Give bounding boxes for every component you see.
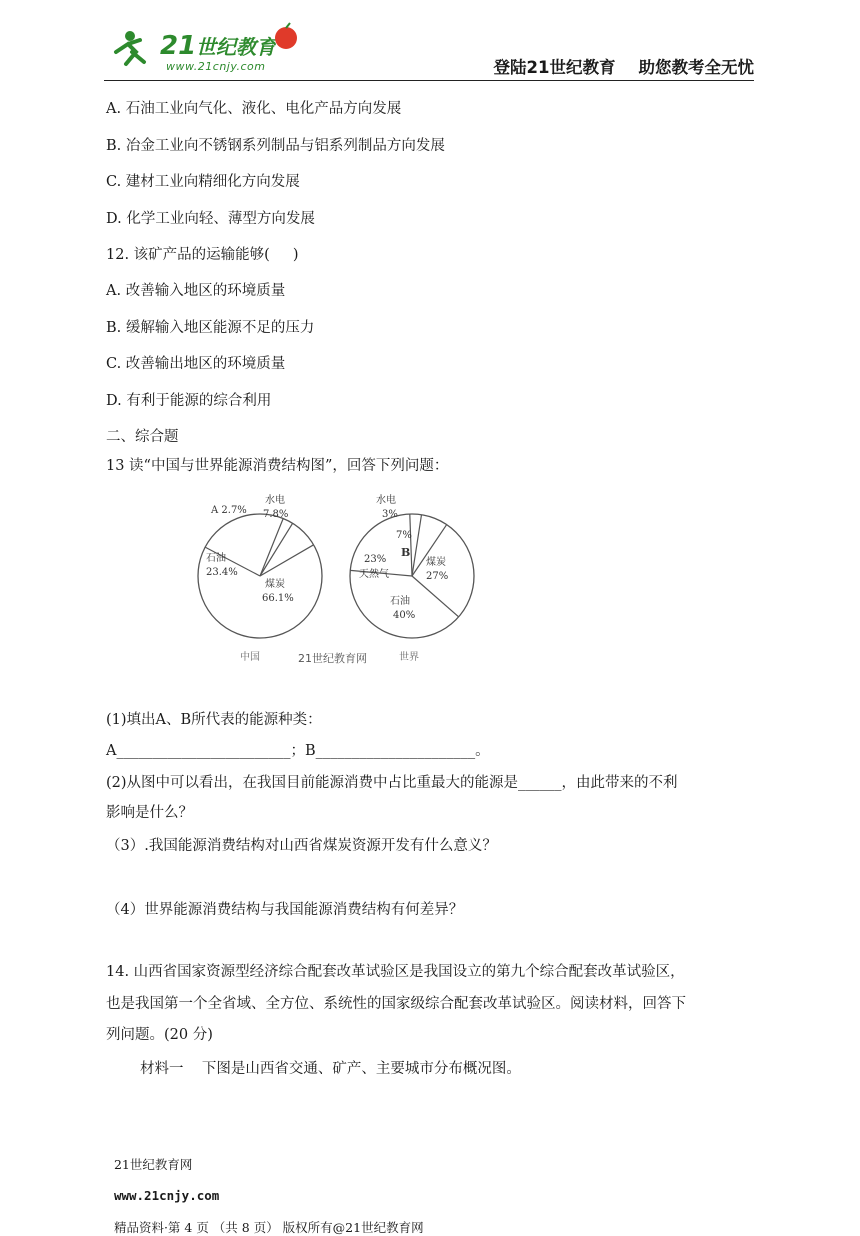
q11-option-a: A. 石油工业向气化、液化、电化产品方向发展 — [106, 101, 402, 117]
svg-text:世纪教育: 世纪教育 — [196, 35, 276, 59]
svg-text:21: 21 — [160, 31, 197, 61]
china-caption: 中国 — [240, 652, 260, 663]
page-footer — [106, 1140, 424, 1236]
q12-option-c: C. 改善输出地区的环境质量 — [106, 356, 286, 372]
q11-option-c: C. 建材工业向精细化方向发展 — [106, 174, 300, 190]
page-header — [104, 22, 754, 81]
q14-line3: 列问题。(20 分) — [106, 1027, 213, 1043]
world-label-oil: 石油 — [390, 596, 410, 607]
section-title: 二、综合题 — [106, 429, 179, 445]
china-label-hydro-pct: 7.8% — [263, 509, 289, 520]
world-label-b: B — [401, 546, 411, 559]
world-label-gas: 天然气 — [359, 569, 389, 580]
q14-material: 材料一 下图是山西省交通、矿产、主要城市分布概况图。 — [140, 1061, 521, 1077]
apple-icon — [275, 27, 297, 49]
figure-watermark: 21世纪教育网 — [298, 652, 367, 665]
world-caption: 世界 — [399, 652, 419, 663]
q13-sub1-blanks: A________________________；B______________________。 — [106, 743, 490, 759]
q13-sub1: (1)填出A、B所代表的能源种类： — [106, 712, 322, 728]
q12-stem: 12. 该矿产品的运输能够( ) — [106, 247, 299, 263]
china-label-coal: 煤炭 — [265, 579, 285, 590]
q13-sub3: （3）.我国能源消费结构对山西省煤炭资源开发有什么意义？ — [106, 838, 497, 854]
world-label-hydro: 水电 — [376, 495, 396, 506]
q13-stem: 13 读“中国与世界能源消费结构图”，回答下列问题： — [106, 458, 449, 474]
world-label-coal: 煤炭 — [426, 557, 446, 568]
q14-line1: 14. 山西省国家资源型经济综合配套改革试验区是我国设立的第九个综合配套改革试验区， — [106, 964, 685, 980]
china-label-oil-pct: 23.4% — [206, 567, 238, 578]
china-label-coal-pct: 66.1% — [262, 593, 294, 604]
q11-option-b: B. 冶金工业向不锈钢系列制品与铝系列制品方向发展 — [106, 138, 445, 154]
footer-url[interactable]: www.21cnjy.com — [113, 1188, 220, 1203]
q13-sub2-line1: (2)从图中可以看出，在我国目前能源消费中占比重最大的能源是______，由此带来的不利 — [106, 775, 678, 791]
runner-icon — [116, 31, 144, 64]
q13-sub4: （4）世界能源消费结构与我国能源消费结构有何差异？ — [106, 902, 464, 918]
china-label-oil: 石油 — [206, 553, 226, 564]
world-label-hydro-pct: 3% — [382, 509, 398, 520]
q12-option-b: B. 缓解输入地区能源不足的压力 — [106, 320, 315, 336]
world-label-nuclear-pct: 7% — [396, 530, 412, 541]
energy-pie-figure — [196, 486, 506, 666]
world-label-coal-pct: 27% — [426, 571, 449, 582]
header-slogan: 登陆21世纪教育 助您教考全无忧 — [493, 58, 754, 77]
china-label-hydro: 水电 — [265, 495, 285, 506]
q11-option-d: D. 化学工业向轻、薄型方向发展 — [106, 211, 315, 227]
world-label-gas-pct: 23% — [364, 554, 387, 565]
q12-option-d: D. 有利于能源的综合利用 — [106, 393, 272, 409]
world-label-oil-pct: 40% — [393, 610, 416, 621]
china-label-a: A 2.7% — [211, 505, 247, 516]
footer-site: 21世纪教育网 — [113, 1157, 193, 1172]
logo-url: www.21cnjy.com — [166, 60, 266, 73]
footer-text: 精品资料·第 4 页 （共 8 页） 版权所有@21世纪教育网 — [113, 1220, 424, 1235]
q14-line2: 也是我国第一个全省域、全方位、系统性的国家级综合配套改革试验区。阅读材料，回答下 — [106, 996, 686, 1012]
q12-option-a: A. 改善输入地区的环境质量 — [106, 283, 286, 299]
q13-sub2-line2: 影响是什么？ — [106, 805, 193, 821]
